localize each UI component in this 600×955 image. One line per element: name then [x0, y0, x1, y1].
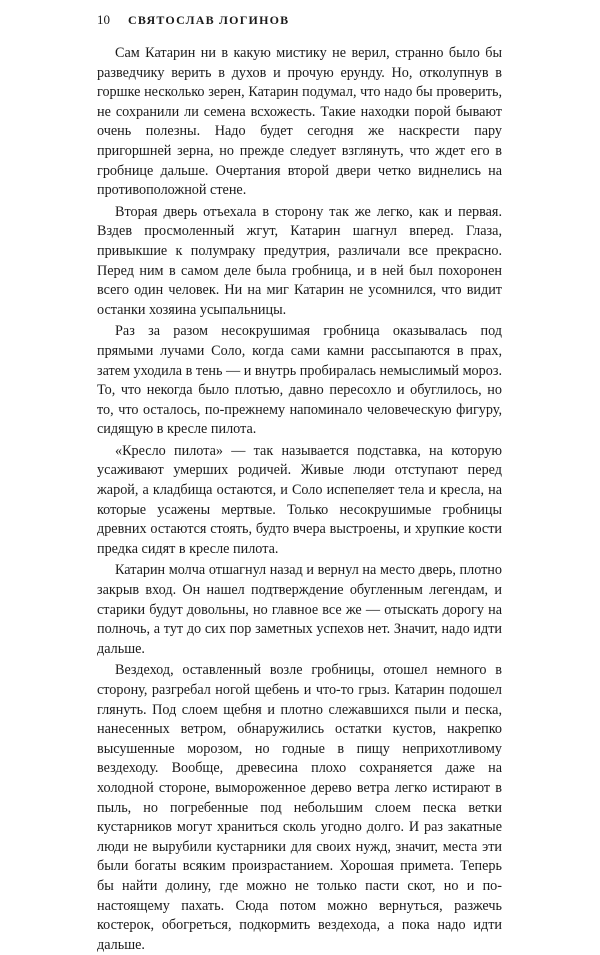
- page-header: [97, 12, 289, 28]
- paragraph: «Кресло пилота» — так называется подставка, на которую усаживают умерших родичей. Живые люди отступают перед жарой, а кладбища остаются, и Соло испепеляет тела и кресла, на которые усажены мертвые. Только несокрушимые гробницы древних остаются стоять, будто вчера выстроены, и хрупкие кости предка сидят в кресле пилота.: [97, 442, 502, 557]
- paragraph: Сам Катарин ни в какую мистику не верил, странно было бы разведчику верить в духов и прочую ерунду. Но, отколупнув в горшке несколько зерен, Катарин подумал, что надо бы проверить, не сохранили ли семена всхожесть. Такие находки порой бывают очень полезны. Надо будет сегодня же наскрести пару пригоршней зерна, но прежде следует взглянуть, что ждет его в гробнице дальше. Очертания второй двери четко виднелись на противоположной стене.: [97, 45, 502, 199]
- paragraph: Вездеход, оставленный возле гробницы, отошел немного в сторону, разгребал ногой щебень и что-то грыз. Катарин подошел глянуть. Под слоем щебня и плотно слежавшихся пыли и песка, нанесенных ветром, обнаружились остатки кустов, накрепко высушенные морозом, но годные в пищу неприхотливому вездеходу. Вообще, древесина плохо сохраняется даже на холодной стороне, вымороженное дерево ветра легко истирают в пыль, но погребенные под небольшим слоем песка ветки кустарников могут храниться сколь угодно долго. И раз закатные люди не вырубили кустарники для своих нужд, значит, места эти были богаты всяким произрастанием. Хорошая примета. Теперь бы найти долину, где можно не только пасти скот, но и по-настоящему пахать. Сюда потом можно вернуться, разжечь костерок, обогреться, подкормить вездехода, а пока надо идти дальше.: [97, 662, 502, 953]
- body-text: [97, 44, 502, 955]
- paragraph: Вторая дверь отъехала в сторону так же легко, как и первая. Вздев просмоленный жгут, Катарин шагнул вперед. Глаза, привыкшие к полумраку предутрия, различали все прекрасно. Перед ним в самом деле была гробница, и в ней был похоронен всего один человек. Ни на миг Катарин не усомнился, что видит останки хозяина усыпальницы.: [97, 203, 502, 318]
- paragraph: Катарин молча отшагнул назад и вернул на место дверь, плотно закрыв вход. Он нашел подтверждение обугленным легендам, и старики будут довольны, но главное все же — отыскать дорогу на полночь, а тут до сих пор заметных успехов нет. Значит, надо идти дальше.: [97, 562, 502, 657]
- running-head: СВЯТОСЛАВ ЛОГИНОВ: [128, 13, 290, 27]
- paragraph: Раз за разом несокрушимая гробница оказывалась под прямыми лучами Соло, когда сами камни рассыпаются в прах, затем уходила в тень — и внутрь пробиралась немыслимый мороз. То, что некогда было плотью, давно пересохло и обуглилось, но то, что осталось, по-прежнему напоминало человеческую фигуру, сидящую в кресле пилота.: [97, 323, 502, 438]
- page-number: 10: [97, 12, 110, 27]
